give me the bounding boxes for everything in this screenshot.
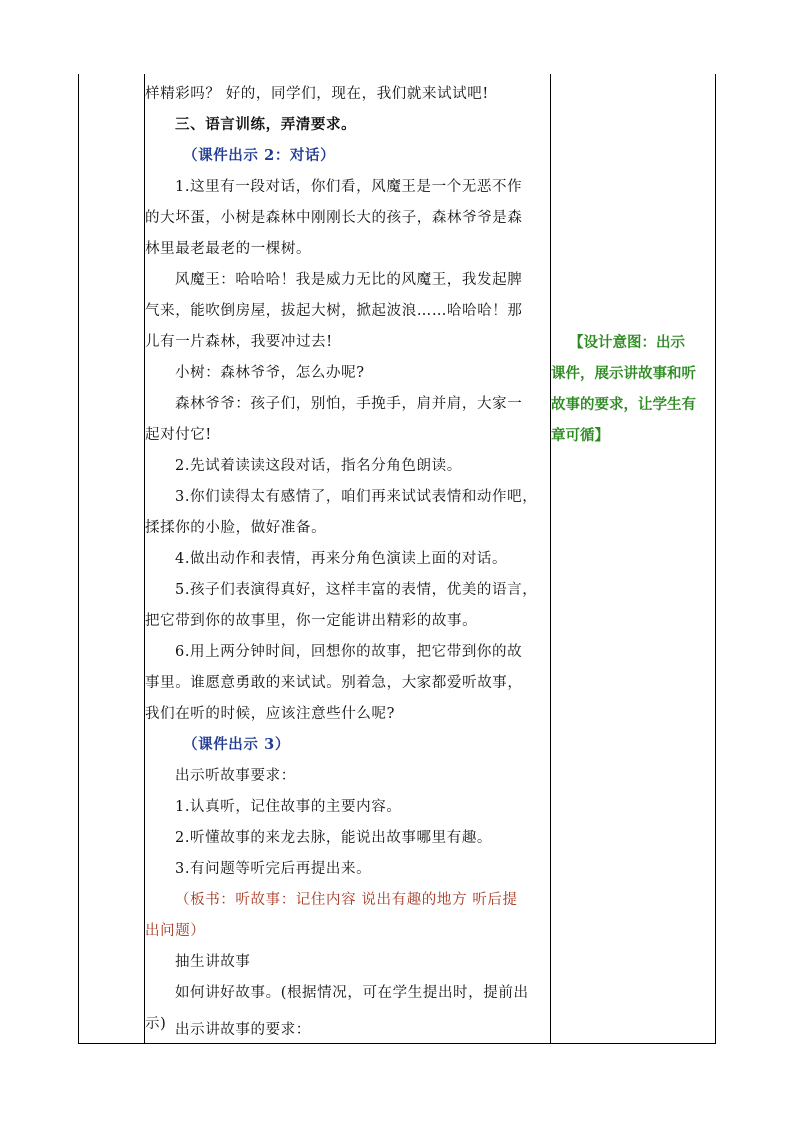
design-intent-line: 课件，展示讲故事和听: [551, 365, 696, 382]
dialogue-line: 气来，能吹倒房屋，拔起大树，掀起波浪……哈哈哈！那: [145, 303, 523, 319]
text-line: 1.认真听，记住故事的主要内容。: [175, 799, 402, 815]
text-line: 示): [145, 1016, 167, 1032]
teaching-process-cell-tail: [145, 1012, 550, 1044]
text-line: 3.你们读得太有感情了，咱们再来试试表情和动作吧，: [175, 489, 538, 505]
text-line: 我们在听的时候，应该注意些什么呢?: [145, 706, 395, 722]
courseware-label: [183, 1012, 550, 1014]
text-line: 林里最老最老的一棵树。: [145, 241, 312, 257]
text-line: 2.先试着读读这段对话，指名分角色朗读。: [175, 458, 462, 474]
text-line: 1.这里有一段对话，你们看，风魔王是一个无恶不作: [175, 179, 523, 195]
text-line: 如何讲好故事。(根据情况，可在学生提出时，提前出: [175, 985, 529, 1001]
design-intent-line: 故事的要求，让学生有: [551, 396, 696, 413]
design-intent-cell: [551, 74, 716, 1044]
dialogue-line: 儿有一片森林，我要冲过去!: [145, 334, 333, 350]
table-left-border: [78, 74, 79, 1044]
text-line: 6.用上两分钟时间，回想你的故事，把它带到你的故: [175, 644, 523, 660]
courseware-label: （课件出示 2：对话）: [183, 147, 336, 164]
design-intent-line: 章可循】: [551, 427, 609, 444]
dialogue-line: 风魔王：哈哈哈！我是威力无比的风魔王，我发起脾: [175, 272, 523, 288]
text-line: 出示听故事要求：: [175, 768, 296, 784]
text-line: 出示讲故事的要求：: [175, 1022, 311, 1038]
text-line: 的大坏蛋，小树是森林中刚刚长大的孩子，森林爷爷是森: [145, 210, 523, 226]
section-heading: 三、语言训练，弄清要求。: [175, 116, 357, 133]
text-line: 样精彩吗？ 好的，同学们，现在，我们就来试试吧!: [145, 86, 489, 102]
design-intent-line: 【设计意图：出示: [569, 334, 685, 351]
text-line: 5.孩子们表演得真好，这样丰富的表情，优美的语言，: [175, 582, 538, 598]
dialogue-line: 森林爷爷：孩子们，别怕，手挽手，肩并肩，大家一: [175, 396, 523, 412]
board-note: 出问题）: [145, 923, 206, 939]
dialogue-line: 起对付它!: [145, 427, 212, 443]
text-line: 把它带到你的故事里，你一定能讲出精彩的故事。: [145, 613, 478, 629]
dialogue-line: 小树：森林爷爷，怎么办呢?: [175, 365, 365, 381]
board-note: （板书：听故事：记住内容 说出有趣的地方 听后提: [175, 892, 518, 908]
text-line: 事里。谁愿意勇敢的来试试。别着急，大家都爱听故事，: [145, 675, 523, 691]
text-line: 抽生讲故事: [175, 954, 251, 970]
text-line: 4.做出动作和表情，再来分角色演读上面的对话。: [175, 551, 508, 567]
text-line: 揉揉你的小脸，做好准备。: [145, 520, 327, 536]
courseware-label: （课件出示 3）: [183, 736, 290, 753]
text-line: 2.听懂故事的来龙去脉，能说出故事哪里有趣。: [175, 830, 493, 846]
text-line: 3.有问题等听完后再提出来。: [175, 861, 372, 877]
teaching-process-cell: [145, 74, 550, 1044]
